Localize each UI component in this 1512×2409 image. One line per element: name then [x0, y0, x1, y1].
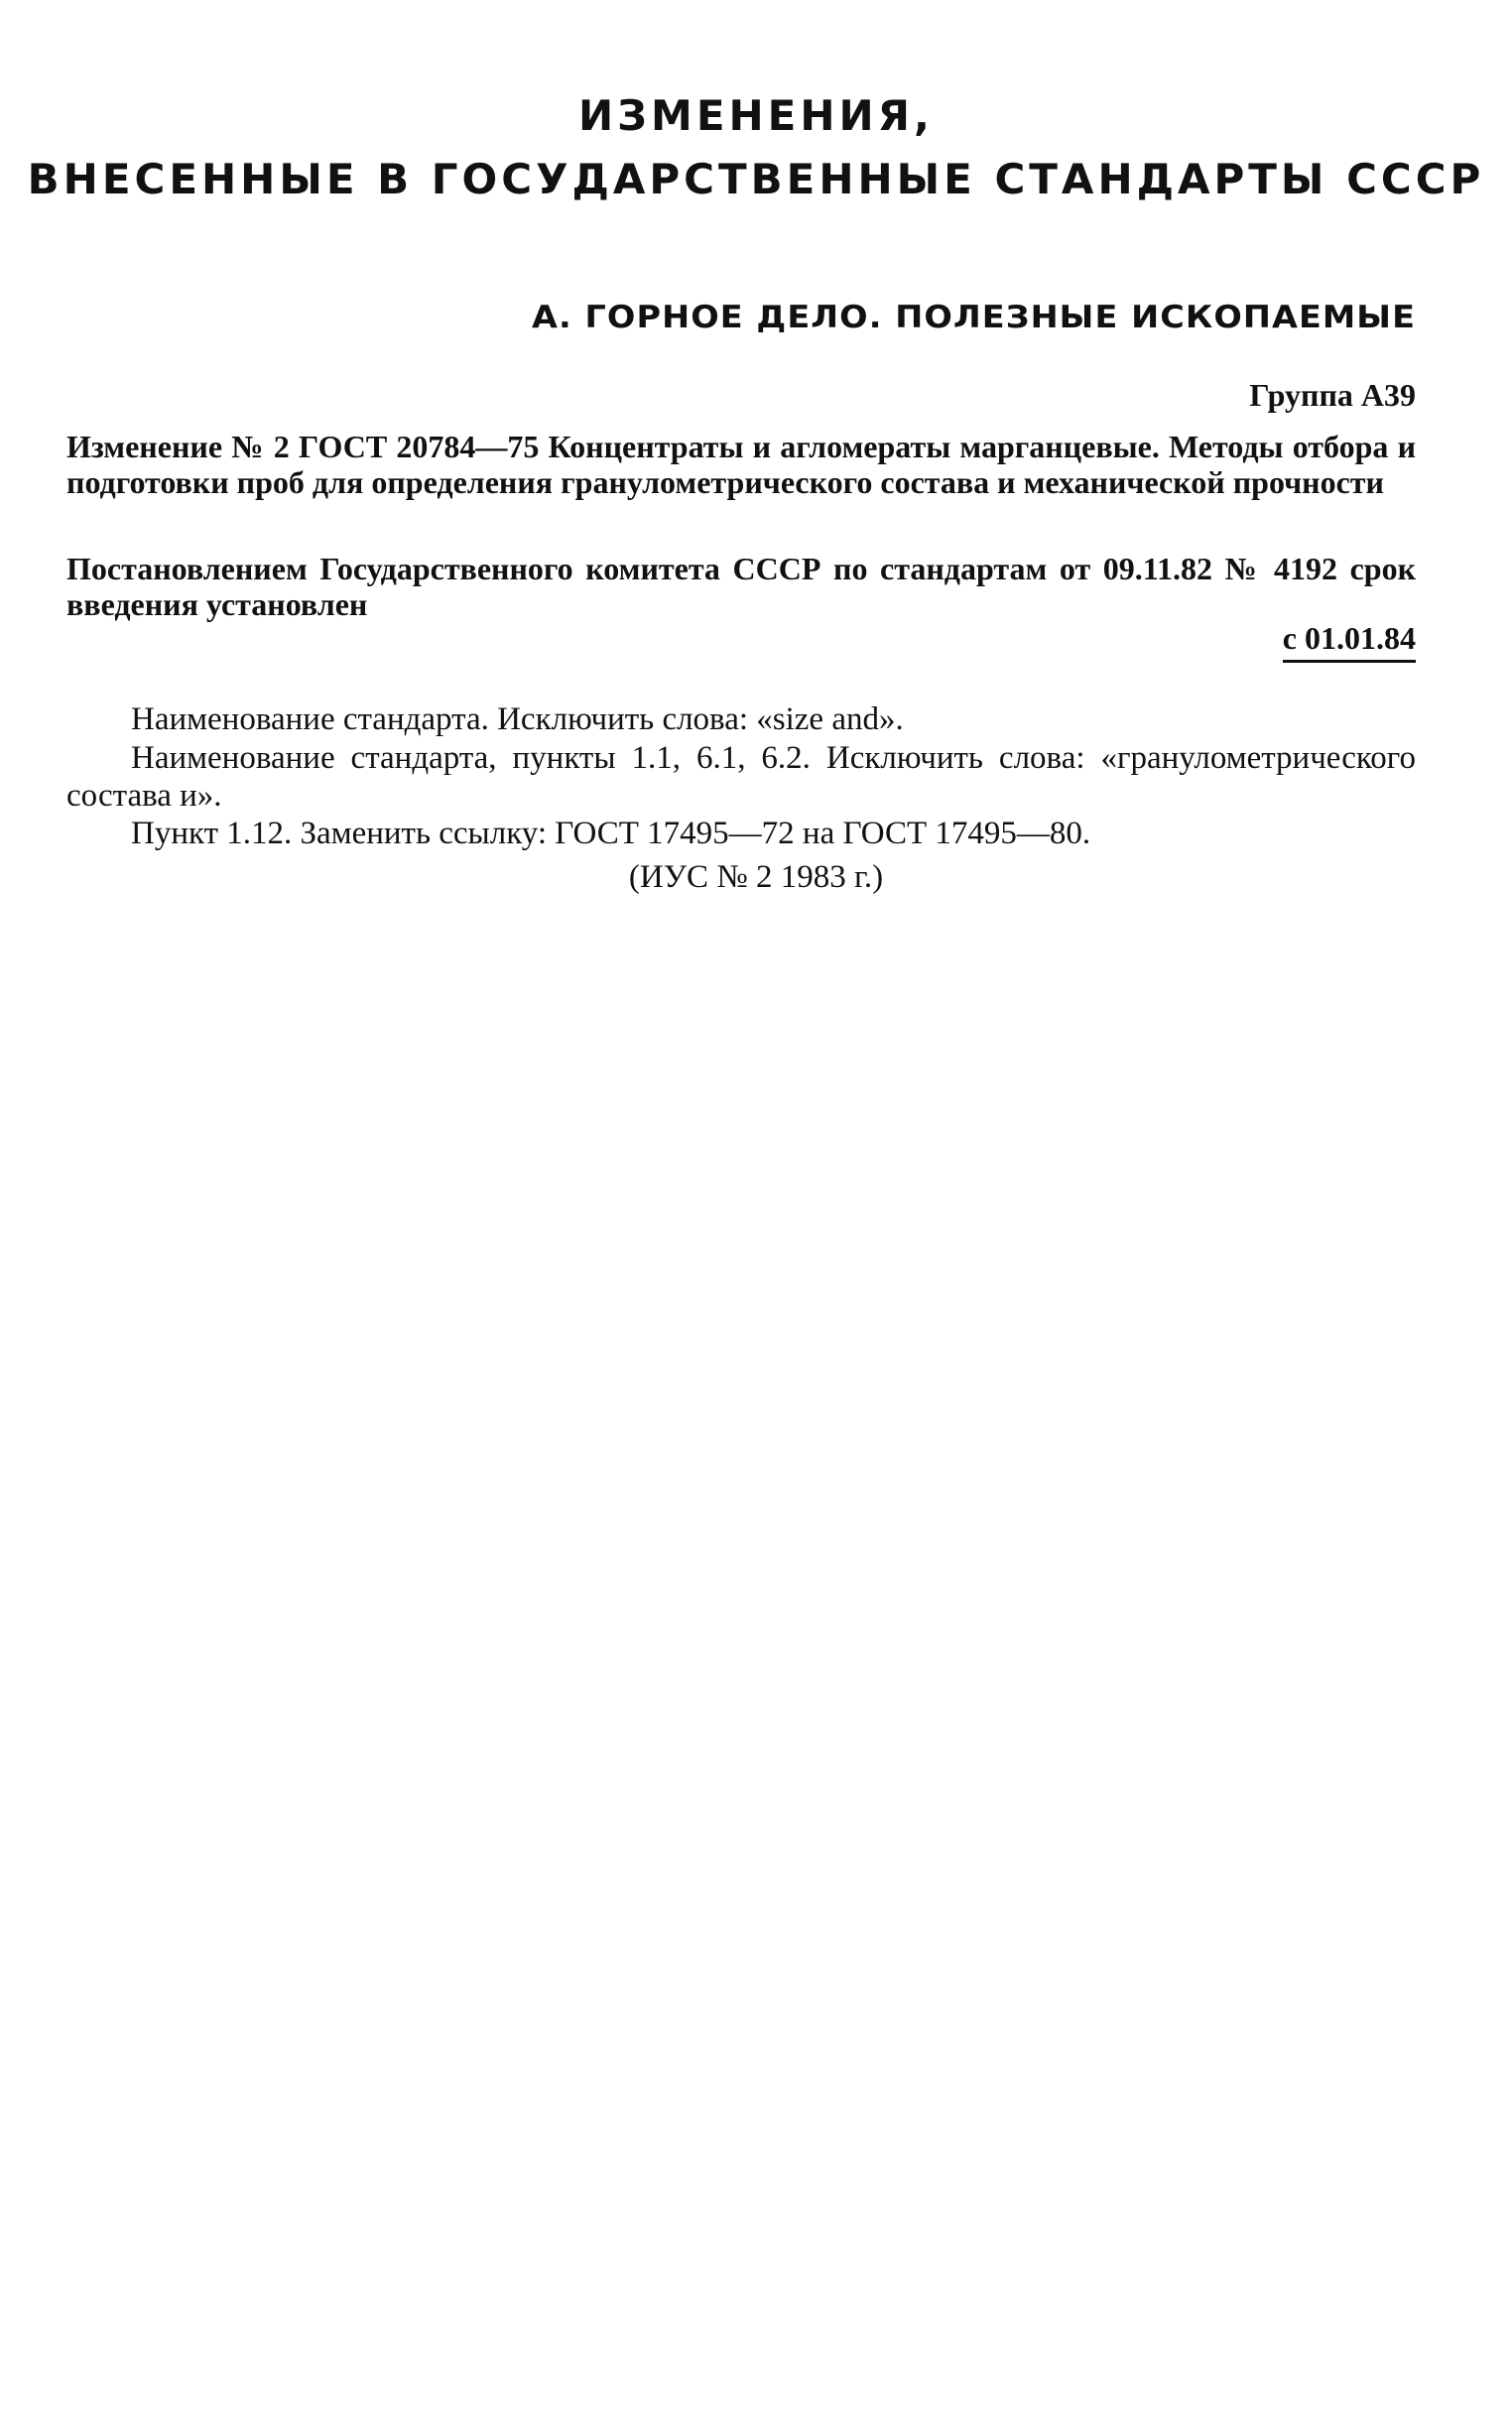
- amendment-paragraph-3: Пункт 1.12. Заменить ссылку: ГОСТ 17495—72 на ГОСТ 17495—80.: [131, 816, 1091, 851]
- section-heading: А. ГОРНОЕ ДЕЛО. ПОЛЕЗНЫЕ ИСКОПАЕМЫЕ: [531, 300, 1416, 335]
- amendment-paragraph-1: Наименование стандарта. Исключить слова: «size and».: [131, 701, 904, 737]
- resolution-text: Постановлением Государственного комитета СССР по стандартам от 09.11.82 № 4192 срок введения установлен: [66, 551, 1416, 622]
- document-title-line-1: ИЗМЕНЕНИЯ,: [578, 91, 934, 140]
- group-code: Группа А39: [1249, 377, 1416, 413]
- change-title: Изменение № 2 ГОСТ 20784—75 Концентраты и агломераты марганцевые. Методы отбора и подготовки проб для определения гранулометрического состава и механической прочности: [66, 429, 1416, 500]
- document-title-line-2: ВНЕСЕННЫЕ В ГОСУДАРСТВЕННЫЕ СТАНДАРТЫ СССР: [27, 155, 1485, 203]
- source-reference: (ИУС № 2 1983 г.): [628, 859, 884, 895]
- amendment-paragraph-2: Наименование стандарта, пункты 1.1, 6.1, 6.2. Исключить слова: «гранулометрического состава и».: [66, 740, 1416, 814]
- effective-date: с 01.01.84: [1283, 622, 1416, 663]
